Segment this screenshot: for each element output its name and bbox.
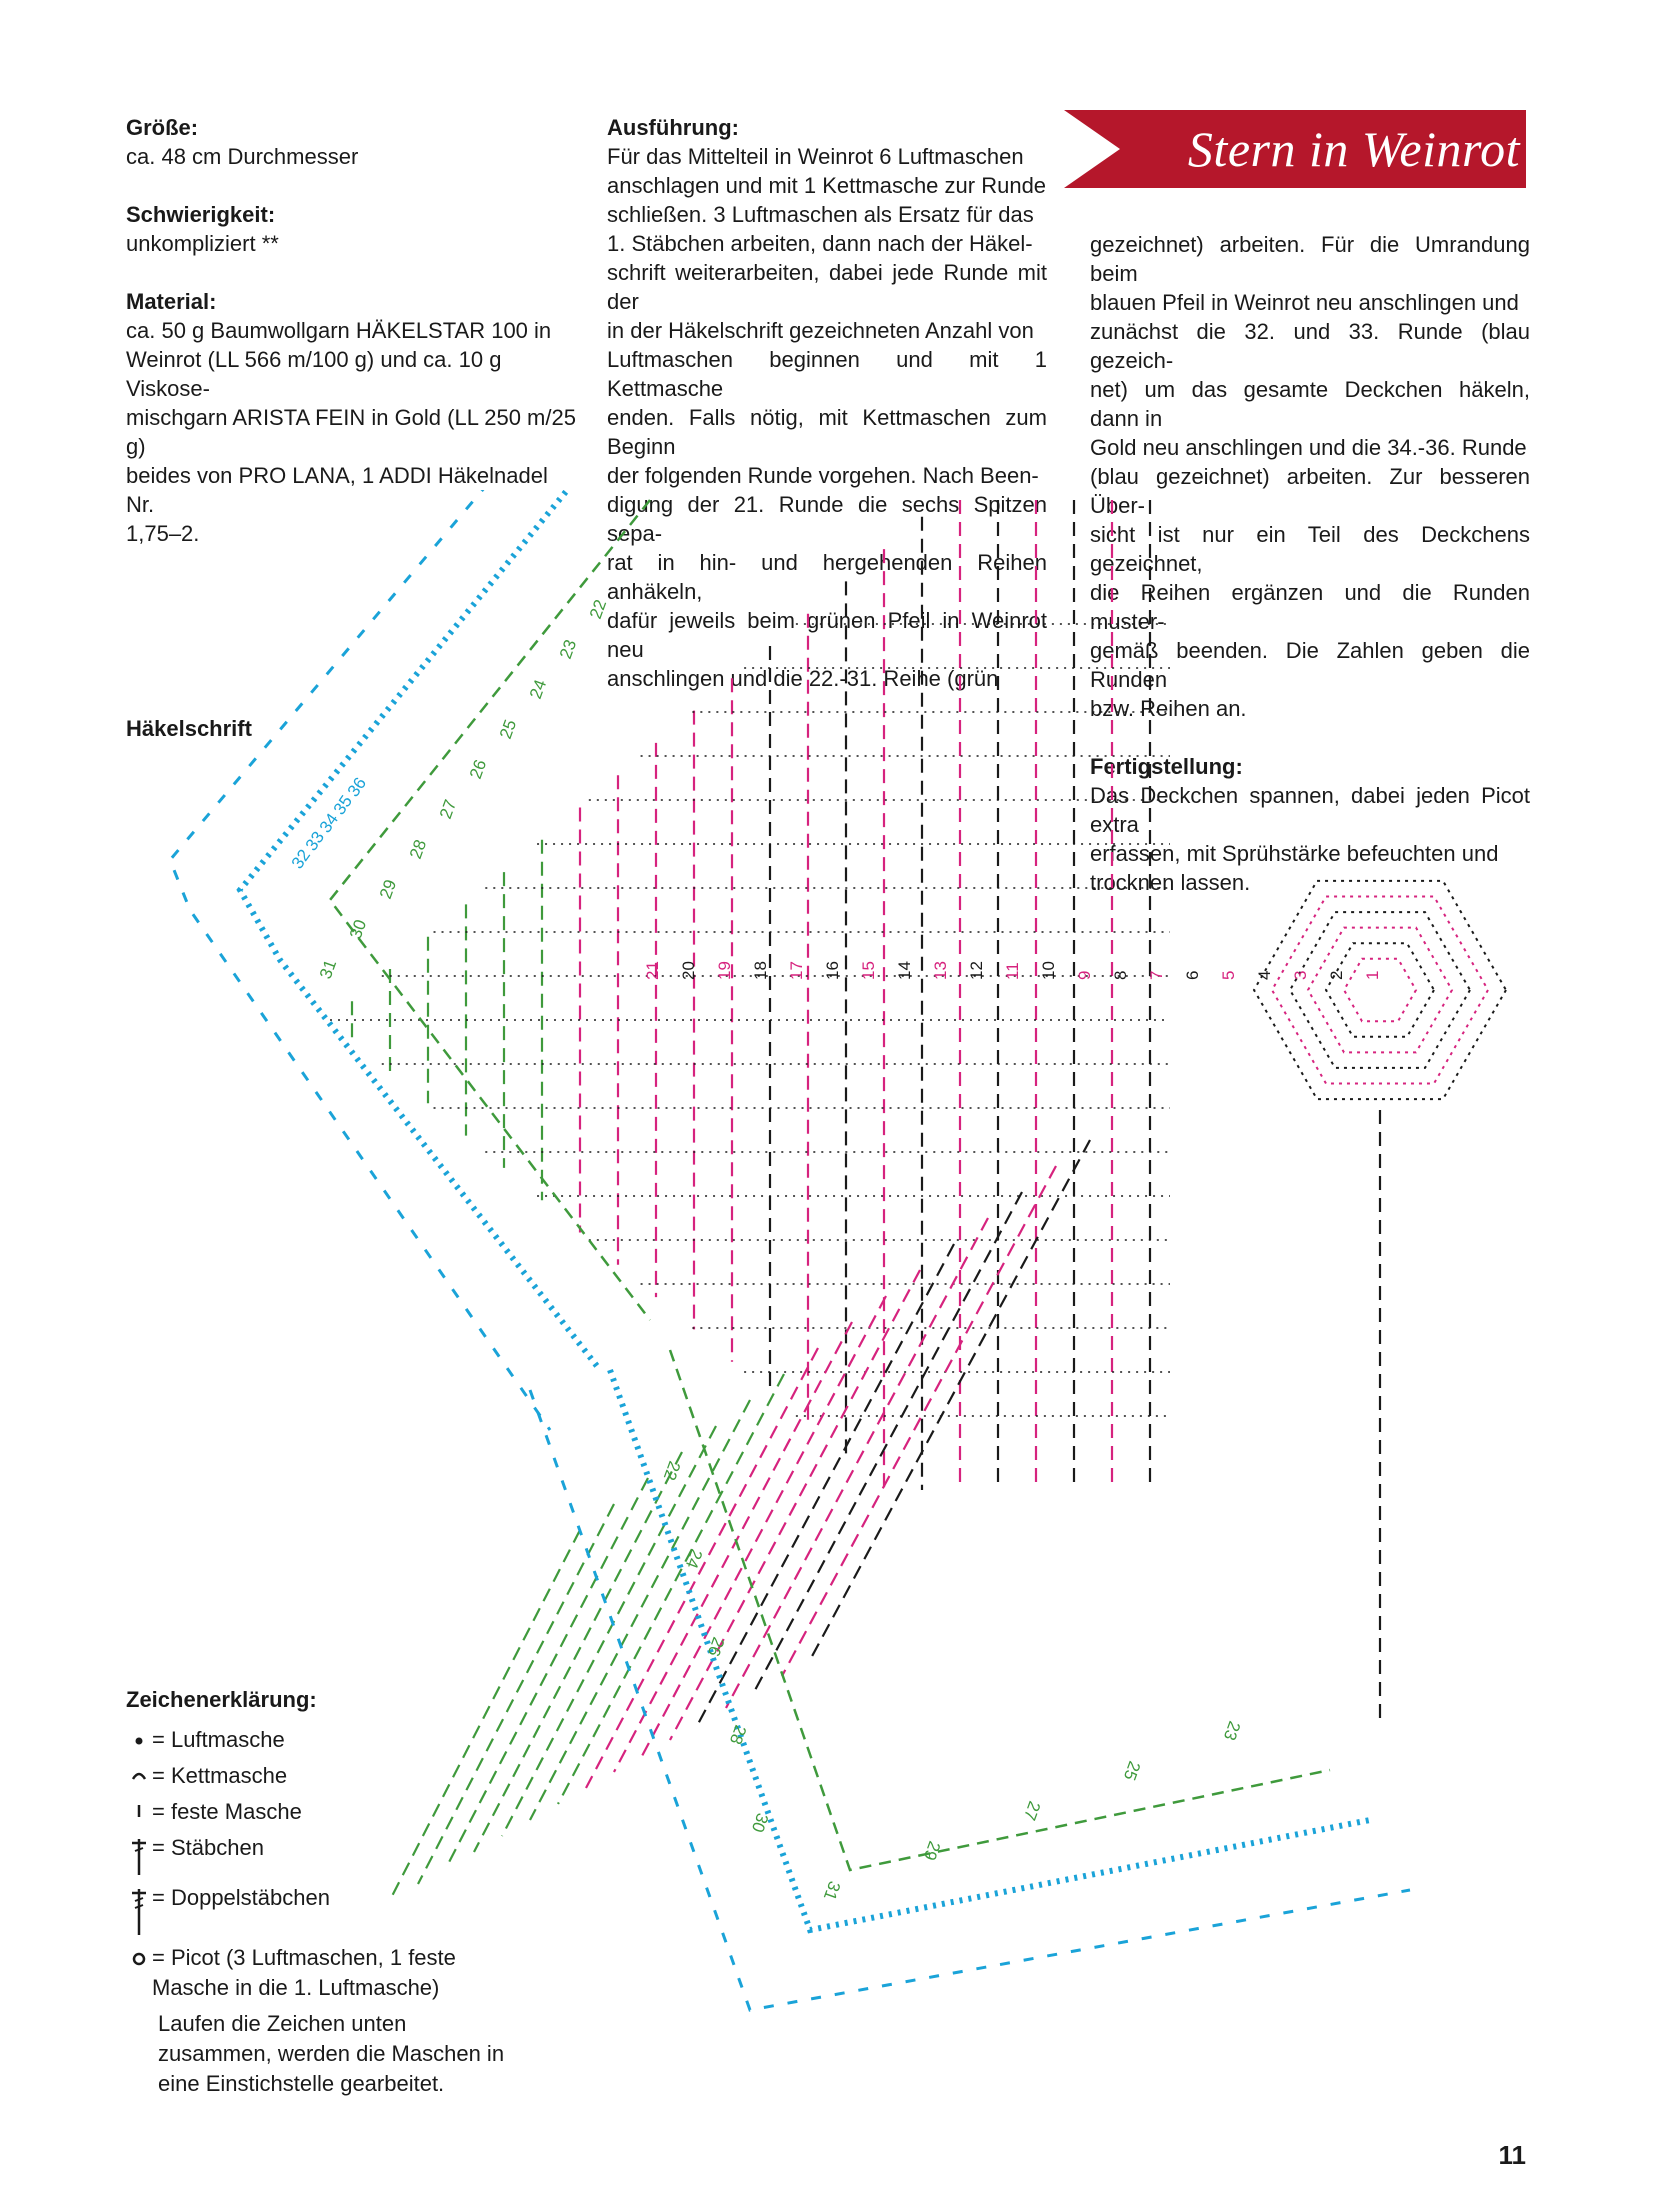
- stitch-column: [670, 1270, 920, 1740]
- border-number: 32: [287, 845, 315, 873]
- instructions-heading: Ausführung:: [607, 115, 739, 140]
- finishing-line: trocknen lassen.: [1090, 870, 1251, 895]
- row-number: 24: [525, 677, 551, 702]
- material-line: Weinrot (LL 566 m/100 g) und ca. 10 g Viskose-: [126, 347, 502, 401]
- round-number: 10: [1039, 961, 1058, 980]
- round-number: 8: [1111, 970, 1130, 980]
- row-number: 23: [1219, 1718, 1245, 1743]
- instructions-line: gemäß beenden. Die Zahlen geben die Runden: [1090, 638, 1530, 692]
- center-round: [1308, 928, 1452, 1053]
- row-number: 22: [585, 597, 611, 622]
- legend-row: [126, 1943, 506, 2003]
- legend-label: = Luftmasche: [152, 1727, 285, 1752]
- stitch-column: [530, 1400, 750, 1820]
- row-number: 27: [1019, 1798, 1045, 1823]
- row-edge: [670, 1350, 1330, 1870]
- row-number: 25: [495, 717, 521, 742]
- instructions-line: gezeichnet) arbeiten. Für die Umrandung beim: [1090, 232, 1530, 286]
- border-round: [530, 1390, 1410, 2010]
- legend-row: [126, 1797, 506, 1827]
- round-number: 11: [1003, 962, 1022, 980]
- stitch-column: [614, 1322, 852, 1772]
- instructions-line: Luftmaschen beginnen und mit 1 Kettmasche: [607, 347, 1047, 401]
- page-number: 11: [1498, 2140, 1526, 2170]
- instructions-line: Gold neu anschlingen und die 34.-36. Runde: [1090, 435, 1527, 460]
- instructions-line: anschlingen und die 22.-31. Reihe (grün: [607, 666, 999, 691]
- border-number: 35: [329, 791, 357, 819]
- instructions-line: in der Häkelschrift gezeichneten Anzahl von: [607, 318, 1034, 343]
- center-round: [1326, 943, 1434, 1037]
- border-number: 36: [343, 773, 371, 801]
- round-number: 16: [823, 961, 842, 980]
- material-line: mischgarn ARISTA FEIN in Gold (LL 250 m/25 g): [126, 405, 576, 459]
- instructions-line: (blau gezeichnet) arbeiten. Zur besseren Über-: [1090, 464, 1530, 518]
- instructions-line: der folgenden Runde vorgehen. Nach Been-: [607, 463, 1039, 488]
- row-number: 25: [1119, 1758, 1145, 1783]
- finishing-line: Das Deckchen spannen, dabei jeden Picot extra: [1090, 783, 1530, 837]
- instructions-line: 1. Stäbchen arbeiten, dann nach der Häkel-: [607, 231, 1033, 256]
- materials-column: [126, 113, 576, 548]
- treble-crochet-icon: [126, 1883, 152, 1937]
- instructions-line: zunächst die 32. und 33. Runde (blau gezeich-: [1090, 319, 1530, 373]
- round-number: 21: [643, 961, 662, 980]
- title-banner: [1064, 110, 1526, 188]
- round-number: 5: [1219, 970, 1238, 980]
- round-number: 20: [679, 961, 698, 980]
- row-number: 31: [819, 1878, 845, 1903]
- instructions-line: digung der 21. Runde die sechs Spitzen sepa-: [607, 492, 1047, 546]
- row-number: 22: [659, 1458, 685, 1483]
- stitch-column: [754, 1192, 1022, 1692]
- page-title: Stern in Weinrot: [1187, 121, 1520, 177]
- center-round: [1272, 897, 1488, 1084]
- round-number: 2: [1327, 970, 1346, 980]
- instructions-line: blauen Pfeil in Weinrot neu anschlingen und: [1090, 290, 1519, 315]
- legend: [126, 1685, 506, 2099]
- row-number: 30: [747, 1810, 773, 1835]
- border-round: [240, 490, 600, 1370]
- instructions-line: schließen. 3 Luftmaschen als Ersatz für das: [607, 202, 1034, 227]
- instructions-line: die Reihen ergänzen und die Runden muster-: [1090, 580, 1530, 634]
- material-heading: Material:: [126, 289, 217, 314]
- legend-row: [126, 1833, 506, 1877]
- chain-stitch-icon: [126, 1725, 152, 1749]
- instructions-line: schrift weiterarbeiten, dabei jede Runde mit der: [607, 260, 1047, 314]
- round-number: 12: [967, 961, 986, 980]
- row-number: 28: [725, 1722, 751, 1747]
- round-number: 14: [895, 961, 914, 980]
- center-round: [1254, 881, 1506, 1099]
- legend-label: = feste Masche: [152, 1799, 302, 1824]
- row-number: 30: [345, 917, 371, 942]
- row-number: 31: [315, 957, 341, 982]
- row-number: 29: [919, 1838, 945, 1863]
- size-text: ca. 48 cm Durchmesser: [126, 144, 359, 169]
- center-round: [1290, 912, 1470, 1068]
- row-edge: [330, 500, 650, 1320]
- border-number: 34: [315, 809, 343, 837]
- round-number: 9: [1075, 970, 1094, 980]
- round-number: 18: [751, 961, 770, 980]
- row-number: 26: [703, 1634, 729, 1659]
- row-number: 29: [375, 877, 401, 902]
- round-number: 15: [859, 961, 878, 980]
- material-line: 1,75–2.: [126, 521, 200, 546]
- row-number: 24: [681, 1546, 707, 1571]
- row-number: 26: [465, 757, 491, 782]
- size-heading: Größe:: [126, 115, 199, 140]
- stitch-column: [698, 1244, 954, 1724]
- stitch-column: [502, 1426, 716, 1836]
- slip-stitch-icon: [126, 1761, 152, 1785]
- round-number: 4: [1255, 970, 1274, 980]
- finishing-heading: Fertigstellung:: [1090, 754, 1243, 779]
- legend-row: [126, 1883, 506, 1937]
- border-round: [170, 490, 550, 1430]
- instructions-line: anschlagen und mit 1 Kettmasche zur Runde: [607, 173, 1047, 198]
- legend-note: Laufen die Zeichen unten zusammen, werden die Maschen in eine Einstichstelle gearbeitet.: [158, 2011, 505, 2096]
- round-number: 3: [1291, 970, 1310, 980]
- difficulty-text: unkompliziert **: [126, 231, 279, 256]
- legend-row: [126, 1761, 506, 1791]
- instructions-line: bzw. Reihen an.: [1090, 696, 1247, 721]
- stitch-column: [726, 1218, 988, 1708]
- legend-row: [126, 1725, 506, 1755]
- stitch-column: [782, 1166, 1056, 1676]
- legend-heading: Zeichenerklärung:: [126, 1687, 317, 1712]
- round-number: 1: [1363, 970, 1382, 980]
- round-number: 17: [787, 961, 806, 980]
- difficulty-heading: Schwierigkeit:: [126, 202, 276, 227]
- single-crochet-icon: [126, 1797, 152, 1823]
- center-round: [1344, 959, 1416, 1021]
- border-number: 33: [301, 827, 329, 855]
- round-number: 19: [715, 961, 734, 980]
- row-number: 27: [435, 797, 461, 822]
- legend-label: = Stäbchen: [152, 1835, 264, 1860]
- instructions-line: net) um das gesamte Deckchen häkeln, dann in: [1090, 377, 1530, 431]
- legend-label: = Doppelstäbchen: [152, 1885, 330, 1910]
- round-number: 13: [931, 961, 950, 980]
- stitch-column: [810, 1140, 1090, 1660]
- instructions-line: enden. Falls nötig, mit Kettmaschen zum Beginn: [607, 405, 1047, 459]
- legend-label: = Picot (3 Luftmaschen, 1 feste Masche in die 1. Luftmasche): [152, 1945, 456, 2000]
- instructions-line: dafür jeweils beim grünen Pfeil in Weinrot neu: [607, 608, 1047, 662]
- round-number: 6: [1183, 970, 1202, 980]
- legend-label: = Kettmasche: [152, 1763, 288, 1788]
- instructions-line: rat in hin- und hergehenden Reihen anhäkeln,: [607, 550, 1047, 604]
- double-crochet-icon: [126, 1833, 152, 1877]
- row-number: 28: [405, 837, 431, 862]
- instructions-line: sicht ist nur ein Teil des Deckchens gezeichnet,: [1090, 522, 1530, 576]
- finishing-line: erfassen, mit Sprühstärke befeuchten und: [1090, 841, 1499, 866]
- stitch-column: [642, 1296, 886, 1756]
- instructions-line: Für das Mittelteil in Weinrot 6 Luftmaschen: [607, 144, 1024, 169]
- round-number: 7: [1147, 970, 1166, 980]
- stitch-column: [586, 1348, 818, 1788]
- picot-icon: [126, 1943, 152, 1967]
- material-line: beides von PRO LANA, 1 ADDI Häkelnadel Nr.: [126, 463, 548, 517]
- row-number: 23: [555, 637, 581, 662]
- material-line: ca. 50 g Baumwollgarn HÄKELSTAR 100 in: [126, 318, 552, 343]
- chart-label: Häkelschrift: [126, 716, 252, 741]
